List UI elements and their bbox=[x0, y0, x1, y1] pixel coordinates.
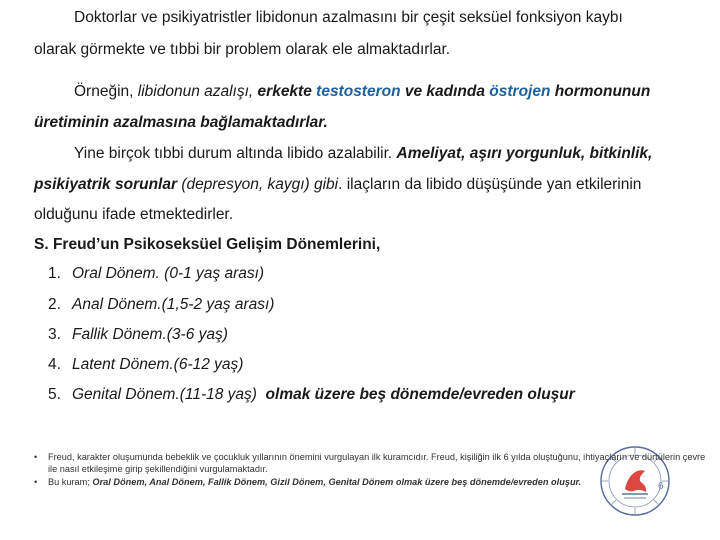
list-text: Anal Dönem.(1,5-2 yaş arası) bbox=[72, 296, 275, 313]
paragraph-3-line-3: olduğunu ifade etmektedirler. bbox=[34, 206, 234, 223]
list-text: Genital Dönem.(11-18 yaş) bbox=[72, 386, 257, 403]
text-fragment: Örneğin, bbox=[74, 83, 138, 100]
list-number: 1. bbox=[48, 265, 61, 282]
list-text-tail: olmak üzere beş dönemde/evreden oluşur bbox=[256, 386, 575, 403]
list-item bbox=[48, 264, 264, 284]
text-fragment: (depresyon, kaygı) gibi bbox=[177, 176, 339, 193]
footnote-text-emphasis: Oral Dönem, Anal Dönem, Fallik Dönem, Gizil Dönem, Genital Dönem olmak üzere beş dönemde/evreden oluşur. bbox=[92, 477, 582, 487]
list-item bbox=[48, 295, 274, 315]
text-fragment: erkekte bbox=[253, 83, 317, 100]
text-fragment: libidonun azalışı, bbox=[137, 83, 254, 100]
list-text: Fallik Dönem.(3-6 yaş) bbox=[72, 326, 228, 343]
footnote-text: Freud, karakter oluşumunda bebeklik ve çocukluk yıllarının önemini vurgulayan ilk kuramcıdır. Freud, kişiliğin ilk 6 yılda oluştuğunu, ihtiyaçların ve dürtülerin çevre ile nasıl etkileşime girip şekillendiğini vurgulamaktadır. bbox=[48, 452, 706, 474]
list-text: Latent Dönem.(6-12 yaş) bbox=[72, 356, 244, 373]
paragraph-1-line-2: olarak görmekte ve tıbbi bir problem olarak ele almaktadırlar. bbox=[34, 41, 451, 58]
section-heading: S. Freud’un Psikoseksüel Gelişim Dönemlerini, bbox=[34, 236, 381, 253]
paragraph-3-line-2 bbox=[34, 175, 720, 195]
text-fragment: hormonunun bbox=[550, 83, 651, 100]
paragraph-2-line-2: üretiminin azalmasına bağlamaktadırlar. bbox=[34, 114, 328, 131]
list-item bbox=[48, 385, 575, 405]
list-text: Oral Dönem. (0-1 yaş arası) bbox=[72, 265, 265, 282]
highlight-ostrojen: östrojen bbox=[489, 83, 551, 100]
text-fragment: ve kadında bbox=[400, 83, 490, 100]
page-number: 6 bbox=[658, 481, 664, 492]
list-number: 3. bbox=[48, 326, 61, 343]
footnote-text: Bu kuram; bbox=[48, 477, 93, 487]
text-fragment: . ilaçların da libido düşüşünde yan etkilerinin bbox=[338, 176, 642, 193]
list-item bbox=[48, 355, 243, 375]
paragraph-2-line-1 bbox=[74, 82, 720, 102]
text-fragment: Yine birçok tıbbi durum altında libido azalabilir. bbox=[74, 145, 397, 162]
bullet-icon: • bbox=[34, 452, 38, 462]
paragraph-3-line-1 bbox=[74, 144, 720, 164]
bullet-icon: • bbox=[34, 477, 38, 487]
list-number: 5. bbox=[48, 386, 61, 403]
list-item bbox=[48, 325, 228, 345]
text-fragment: psikiyatrik sorunlar bbox=[34, 176, 178, 193]
highlight-testosteron: testosteron bbox=[316, 83, 401, 100]
text-fragment: Ameliyat, aşırı yorgunluk, bitkinlik, bbox=[396, 145, 653, 162]
list-number: 4. bbox=[48, 356, 61, 373]
list-number: 2. bbox=[48, 296, 61, 313]
paragraph-1-line-1: Doktorlar ve psikiyatristler libidonun azalmasını bir çeşit seksüel fonksiyon kaybı bbox=[74, 9, 623, 26]
